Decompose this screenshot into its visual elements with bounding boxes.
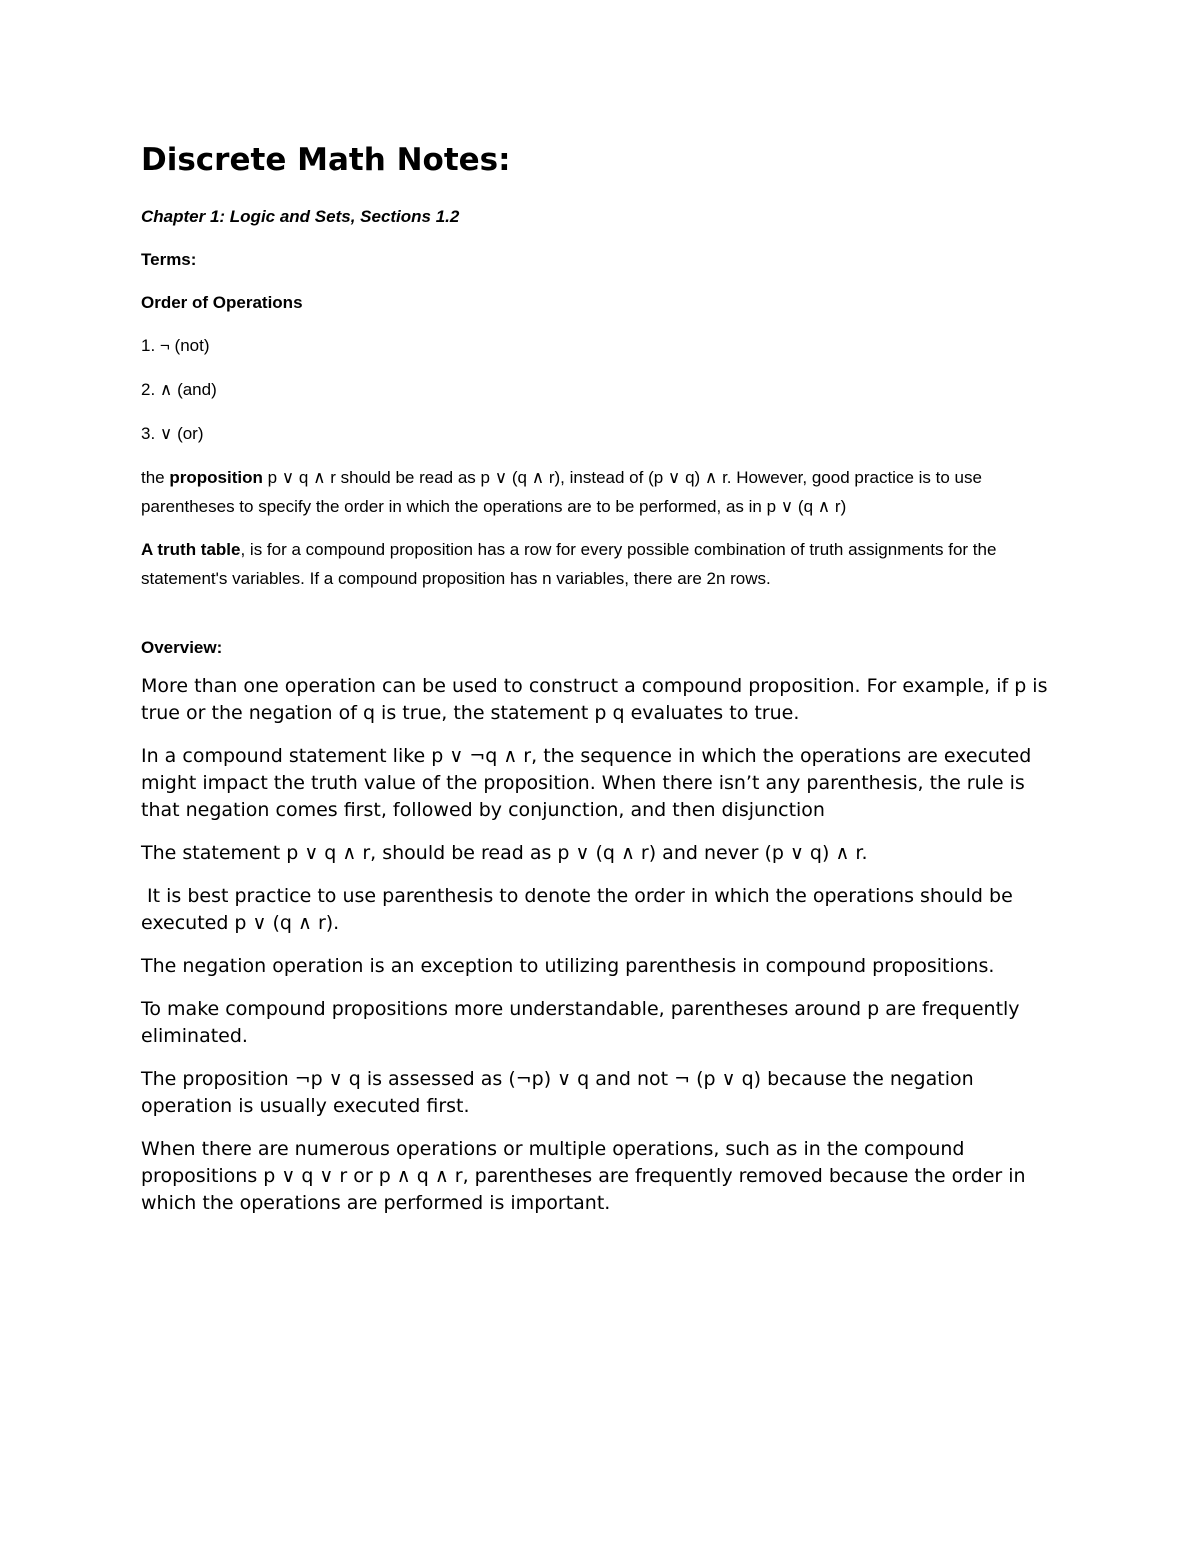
proposition-definition bbox=[141, 463, 1061, 521]
document-page bbox=[141, 140, 1061, 1233]
terms-label: Terms: bbox=[141, 250, 197, 269]
order-of-operations-label: Order of Operations bbox=[141, 293, 303, 312]
overview-paragraph: The statement p ∨ q ∧ r, should be read as p ∨ (q ∧ r) and never (p ∨ q) ∧ r. bbox=[141, 842, 868, 864]
overview-paragraph: The negation operation is an exception to utilizing parenthesis in compound propositions. bbox=[141, 955, 995, 977]
overview-paragraph: To make compound propositions more understandable, parentheses around p are frequently eliminated. bbox=[141, 998, 1020, 1047]
order-item-or: 3. ∨ (or) bbox=[141, 424, 204, 443]
proposition-def-text: p ∨ q ∧ r should be read as p ∨ (q ∧ r), instead of (p ∨ q) ∧ r. However, good practice is to use parentheses to specify the order in which the operations are to be performed, as in p ∨ (q ∧ r) bbox=[141, 468, 982, 516]
truth-table-definition bbox=[141, 535, 1061, 593]
truth-table-term: A truth table bbox=[141, 540, 241, 559]
truth-table-def-text: , is for a compound proposition has a row for every possible combination of truth assignments for the statement's variables. If a compound proposition has n variables, there are 2n rows. bbox=[141, 540, 997, 588]
proposition-term: proposition bbox=[169, 468, 263, 487]
order-item-not: 1. ¬ (not) bbox=[141, 336, 210, 355]
overview-paragraph: More than one operation can be used to construct a compound proposition. For example, if p is true or the negation of q is true, the statement p q evaluates to true. bbox=[141, 675, 1048, 724]
order-item-and: 2. ∧ (and) bbox=[141, 380, 217, 399]
page-title: Discrete Math Notes: bbox=[141, 142, 511, 178]
proposition-def-pre: the bbox=[141, 468, 170, 487]
overview-paragraph: The proposition ¬p ∨ q is assessed as (¬p) ∨ q and not ¬ (p ∨ q) because the negation operation is usually executed first. bbox=[141, 1068, 974, 1117]
overview-label: Overview: bbox=[141, 638, 223, 657]
overview-paragraph: When there are numerous operations or multiple operations, such as in the compound propositions p ∨ q ∨ r or p ∧ q ∧ r, parentheses are frequently removed because the order in which the operations are performed is important. bbox=[141, 1138, 1026, 1214]
overview-paragraph: In a compound statement like p ∨ ¬q ∧ r, the sequence in which the operations are executed might impact the truth value of the proposition. When there isn’t any parenthesis, the rule is that negation comes first, followed by conjunction, and then disjunction bbox=[141, 745, 1032, 821]
overview-paragraph: It is best practice to use parenthesis to denote the order in which the operations should be executed p ∨ (q ∧ r). bbox=[141, 885, 1019, 934]
chapter-heading: Chapter 1: Logic and Sets, Sections 1.2 bbox=[141, 207, 460, 226]
